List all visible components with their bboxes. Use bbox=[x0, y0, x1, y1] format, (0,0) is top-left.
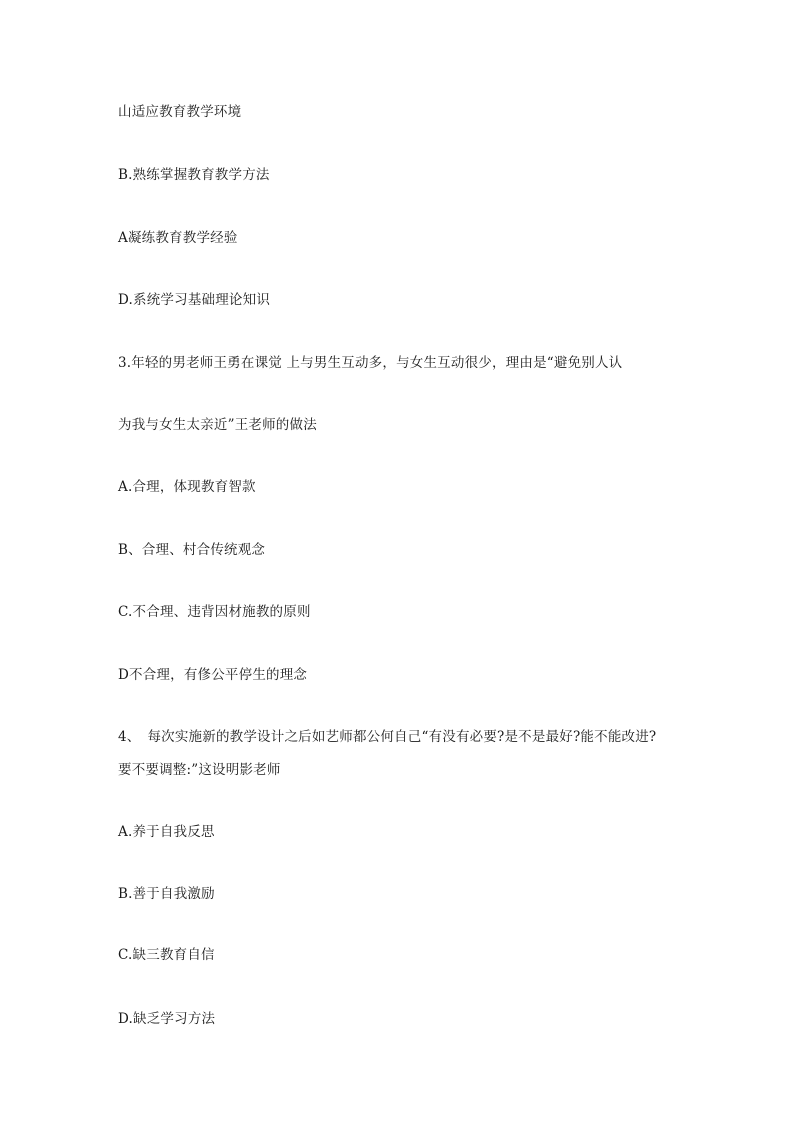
option-line: C.缺三教育自信 bbox=[118, 947, 215, 963]
option-line: A.合理，体现教育智款 bbox=[118, 479, 256, 495]
option-line: D不合理，有俢公平停生的理念 bbox=[118, 667, 308, 683]
option-line: 山适应教育教学环境 bbox=[118, 104, 242, 120]
option-line: B、合理、村合传统观念 bbox=[118, 542, 266, 558]
option-line: D.系统学习基础理论知识 bbox=[118, 292, 271, 308]
question-4-line-1: 4、 每次实施新的教学设计之后如艺师都公何自己“有没有必要?是不是最好?能不能改进? bbox=[118, 729, 657, 745]
question-3-line-1: 3.年轻的男老师王勇在课觉 上与男生互动多，与女生互动很少，理由是“避免别人认 bbox=[118, 355, 623, 371]
option-line: A凝练教育教学经验 bbox=[118, 230, 238, 246]
question-4-line-2: 要不要调整:”这设明影老师 bbox=[118, 762, 281, 778]
question-3-line-2: 为我与女生太亲近”王老师的做法 bbox=[118, 417, 317, 433]
option-line: A.养于自我反思 bbox=[118, 824, 215, 840]
option-line: B.善于自我激励 bbox=[118, 886, 215, 902]
option-line: C.不合理、违背因材施教的原则 bbox=[118, 604, 311, 620]
option-line: D.缺乏学习方法 bbox=[118, 1011, 216, 1027]
option-line: B.熟练掌握教育教学方法 bbox=[118, 167, 270, 183]
